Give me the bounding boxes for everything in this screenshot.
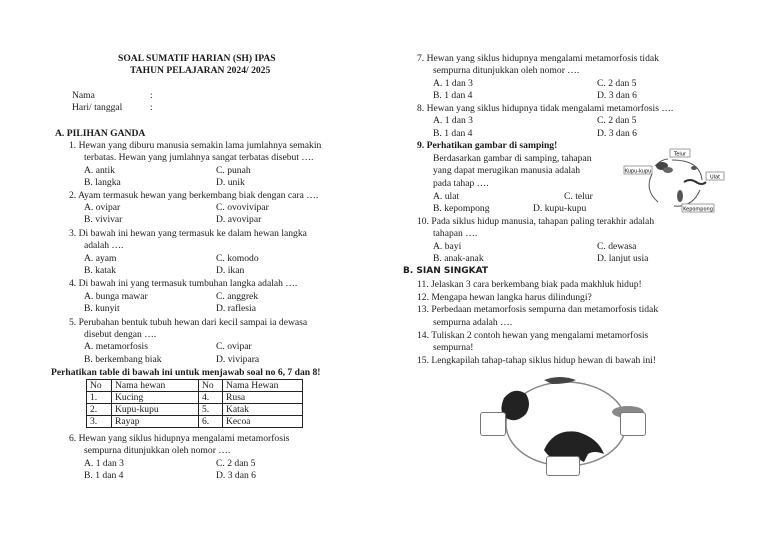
- egg-shape: [691, 166, 697, 170]
- table-cell: Katak: [223, 404, 303, 416]
- table-intro: Perhatikan table di bawah ini untuk menjawab soal no 6, 7 dan 8!: [51, 367, 321, 378]
- q10-option-d: D. lanjut usia: [597, 253, 649, 264]
- q7-option-d: D. 3 dan 6: [597, 90, 637, 101]
- q5-line1: 5. Perubahan bentuk tubuh hewan dari kecil sampai ia dewasa: [69, 317, 308, 328]
- q7-line1: 7. Hewan yang siklus hidupnya mengalami metamorfosis tidak: [417, 53, 659, 64]
- q1-option-c: C. punah: [216, 165, 251, 176]
- q9-option-b: B. kepompong: [433, 203, 490, 214]
- q1-line2: terbatas. Hewan yang jumlahnya sangat terbatas disebut ….: [84, 152, 314, 163]
- q1-option-a: A. antik: [84, 165, 115, 176]
- q10-line2: tahapan ….: [433, 228, 478, 239]
- table-cell: 3.: [87, 416, 112, 428]
- q5-option-c: C. ovipar: [216, 341, 252, 352]
- q11: 11. Jelaskan 3 cara berkembang biak pada makhluk hidup!: [417, 279, 642, 290]
- table-cell: Kupu-kupu: [112, 404, 199, 416]
- table-cell: 6.: [199, 416, 223, 428]
- answer-box-left[interactable]: [480, 412, 506, 436]
- table-header-cell: Nama hewan: [112, 380, 199, 392]
- table-row: [87, 392, 303, 404]
- q10-option-c: C. dewasa: [597, 241, 637, 252]
- q2-option-d: D. avovipar: [216, 214, 262, 225]
- q13-line2: sempurna adalah ….: [433, 317, 513, 328]
- section-a-heading: A. PILIHAN GANDA: [55, 128, 146, 139]
- q7-option-b: B. 1 dan 4: [433, 90, 473, 101]
- q13-line1: 13. Perbedaan metamorfosis sempurna dan metamorfosis tidak: [417, 304, 659, 315]
- butterfly-life-cycle-image: [622, 146, 728, 216]
- table-cell: Kecoa: [223, 416, 303, 428]
- answer-box-right[interactable]: [620, 412, 646, 436]
- q9-option-a: A. ulat: [433, 191, 460, 202]
- q4-option-c: C. anggrek: [216, 291, 259, 302]
- table-cell: 1.: [87, 392, 112, 404]
- q10-option-a: A. bayi: [433, 241, 462, 252]
- q1-option-d: D. unik: [216, 177, 245, 188]
- q7-option-a: A. 1 dan 3: [433, 78, 473, 89]
- title-line-2: TAHUN PELAJARAN 2024/ 2025: [130, 65, 271, 76]
- q8-option-c: C. 2 dan 5: [597, 115, 637, 126]
- q9-line4: pada tahap ….: [433, 178, 489, 189]
- q9-option-d: D. kupu-kupu: [533, 203, 587, 214]
- q8-option-a: A. 1 dan 3: [433, 115, 473, 126]
- table-cell: 5.: [199, 404, 223, 416]
- table-cell: Rusa: [223, 392, 303, 404]
- q14-line1: 14. Tuliskan 2 contoh hewan yang mengalami metamorfosis: [417, 330, 649, 341]
- q6-line2: sempurna ditunjukkan oleh nomor ….: [84, 445, 231, 456]
- q8-option-d: D. 3 dan 6: [597, 128, 637, 139]
- table-row: [87, 404, 303, 416]
- q7-line2: sempurna ditunjukkan oleh nomor ….: [433, 65, 580, 76]
- q6-option-b: B. 1 dan 4: [84, 470, 124, 481]
- q9-option-c: C. telur: [564, 191, 593, 202]
- table-cell: Rayap: [112, 416, 199, 428]
- animals-table: [86, 379, 303, 428]
- q2-option-c: C. ovovivipar: [216, 202, 269, 213]
- q3-option-d: D. ikan: [216, 265, 245, 276]
- cycle-arrow: [672, 160, 702, 180]
- q4-option-b: B. kunyit: [84, 303, 120, 314]
- q3-option-c: C. komodo: [216, 253, 259, 264]
- table-cell: 4.: [199, 392, 223, 404]
- q2-line1: 2. Ayam termasuk hewan yang berkembang biak dengan cara ….: [69, 190, 319, 201]
- q12: 12. Mengapa hewan langka harus dilindungi?: [417, 292, 592, 303]
- telur-label: Telur: [674, 151, 686, 158]
- table-header-cell: No: [199, 380, 223, 392]
- answer-box-bottom[interactable]: [546, 456, 580, 476]
- nama-colon: :: [150, 90, 153, 101]
- q5-option-b: B. berkembang biak: [84, 354, 162, 365]
- kepompong-label: Kepompong: [683, 206, 713, 213]
- table-header-cell: Nama Hewan: [223, 380, 303, 392]
- q6-option-d: D. 3 dan 6: [216, 470, 256, 481]
- table-header-row: [87, 380, 303, 392]
- pupa-shape: [677, 190, 683, 202]
- q7-option-c: C. 2 dan 5: [597, 78, 637, 89]
- q10-option-b: B. anak-anak: [433, 253, 484, 264]
- nama-label: Nama: [72, 90, 95, 101]
- q9-line1: 9. Perhatikan gambar di samping!: [417, 140, 558, 151]
- butterfly-shape: [663, 167, 673, 173]
- q3-line2: adalah ….: [84, 240, 124, 251]
- q3-option-b: B. katak: [84, 265, 116, 276]
- q14-line2: sempurna!: [433, 342, 474, 353]
- hari-tanggal-label: Hari/ tanggal: [72, 102, 123, 113]
- table-row: [87, 416, 303, 428]
- q4-option-d: D. raflesia: [216, 303, 256, 314]
- q6-option-c: C. 2 dan 5: [216, 458, 256, 469]
- q2-option-a: A. ovipar: [84, 202, 121, 213]
- section-b-heading: B. SIAN SINGKAT: [403, 266, 489, 276]
- table-cell: 2.: [87, 404, 112, 416]
- q8-option-b: B. 1 dan 4: [433, 128, 473, 139]
- q1-option-b: B. langka: [84, 177, 121, 188]
- q4-option-a: A. bunga mawar: [84, 291, 148, 302]
- q2-option-b: B. vivivar: [84, 214, 123, 225]
- q10-line1: 10. Pada siklus hidup manusia, tahapan paling terakhir adalah: [417, 216, 655, 227]
- q4-line1: 4. Di bawah ini yang termasuk tumbuhan langka adalah ….: [69, 278, 298, 289]
- table-cell: Kucing: [112, 392, 199, 404]
- kupu-kupu-label: Kupu-kupu: [624, 168, 652, 175]
- hari-tanggal-colon: :: [150, 102, 153, 113]
- q9-line2: Berdasarkan gambar di samping, tahapan: [433, 153, 592, 164]
- title-line-1: SOAL SUMATIF HARIAN (SH) IPAS: [118, 53, 276, 64]
- q3-line1: 3. Di bawah ini hewan yang termasuk ke dalam hewan langka: [69, 228, 307, 239]
- q15: 15. Lengkapilah tahap-tahap siklus hidup hewan di bawah ini!: [417, 355, 656, 366]
- cycle-arrow: [649, 174, 658, 202]
- q5-option-a: A. metamorfosis: [84, 341, 148, 352]
- q8-line1: 8. Hewan yang siklus hidupnya tidak mengalami metamorfosis ….: [417, 103, 674, 114]
- q9-line3: yang dapat merugikan manusia adalah: [433, 165, 581, 176]
- ulat-label: Ulat: [709, 174, 721, 181]
- q6-line1: 6. Hewan yang siklus hidupnya mengalami metamorfosis: [69, 433, 290, 444]
- q6-option-a: A. 1 dan 3: [84, 458, 124, 469]
- caterpillar-shape: [684, 180, 706, 184]
- table-header-cell: No: [87, 380, 112, 392]
- q3-option-a: A. ayam: [84, 253, 117, 264]
- q5-option-d: D. vivipara: [216, 354, 260, 365]
- q5-line2: disebut dengan ….: [84, 329, 157, 340]
- q1-line1: 1. Hewan yang diburu manusia semakin lama jumlahnya semakin: [69, 140, 322, 151]
